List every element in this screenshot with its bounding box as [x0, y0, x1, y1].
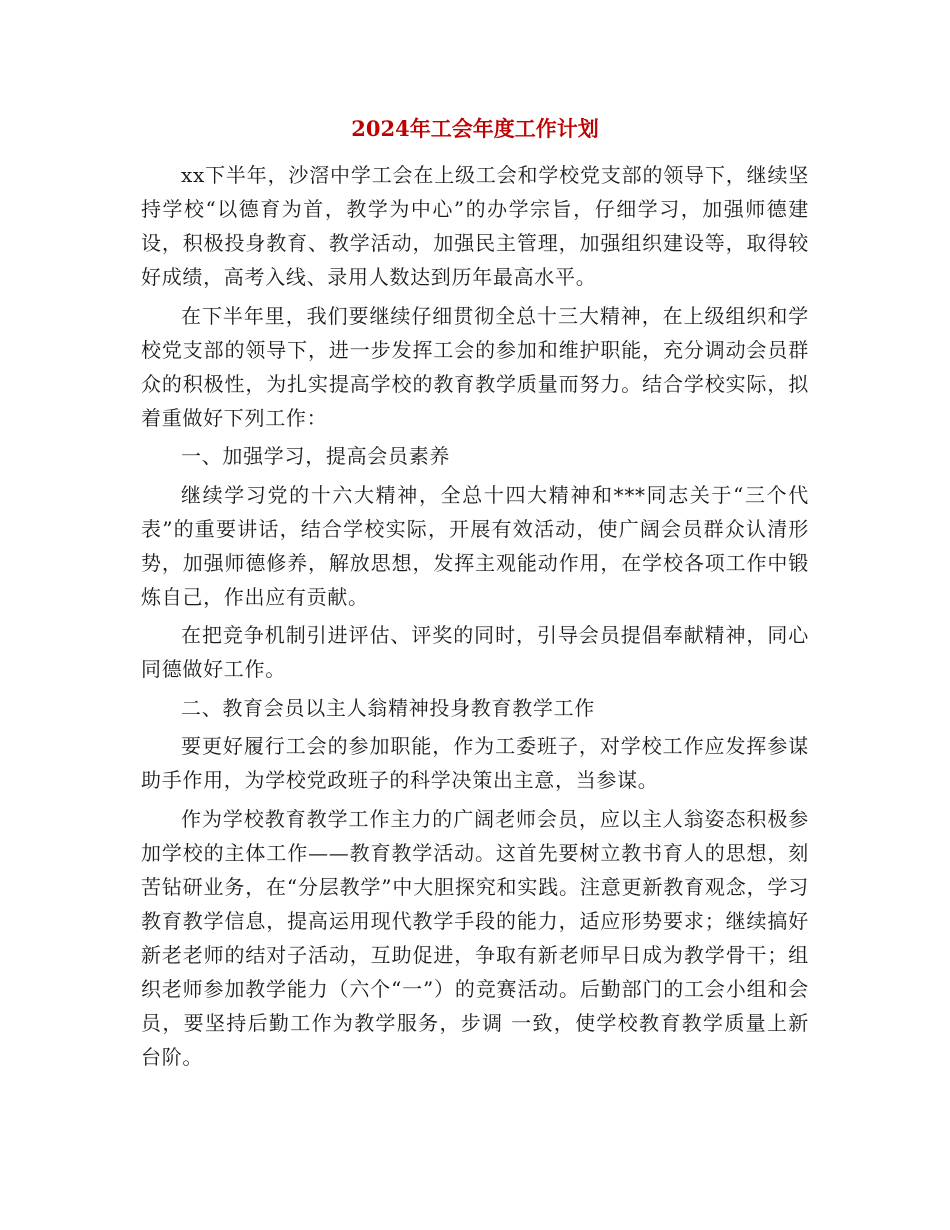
paragraph: 作为学校教育教学工作主力的广阔老师会员，应以主人翁姿态积极参加学校的主体工作——教育教学活动。这首先要树立教书育人的思想，刻苦钻研业务，在“分层教学”中大胆探究和实践。注意更新教育观念，学习教育教学信息，提高运用现代教学手段的能力，适应形势要求；继续搞好新老老师的结对子活动，互助促进，争取有新老师早日成为教学骨干；组织老师参加教学能力（六个“一”）的竞赛活动。后勤部门的工会小组和会员，要坚持后勤工作为教学服务，步调 一致，使学校教育教学质量上新台阶。	[141, 806, 809, 1069]
paragraph: 继续学习党的十六大精神，全总十四大精神和***同志关于“三个代表”的重要讲话，结合学校实际，开展有效活动，使广阔会员群众认清形势，加强师德修养，解放思想，发挥主观能动作用，在学校各项工作中锻炼自己，作出应有贡献。	[141, 482, 809, 609]
paragraph: 在下半年里，我们要继续仔细贯彻全总十三大精神，在上级组织和学校党支部的领导下，进一步发挥工会的参加和维护职能，充分调动会员群众的积极性，为扎实提高学校的教育教学质量而努力。结合学校实际，拟着重做好下列工作：	[141, 303, 809, 430]
section-heading: 二、教育会员以主人翁精神投身教育教学工作	[181, 695, 595, 720]
paragraph: 在把竞争机制引进评估、评奖的同时，引导会员提倡奉献精神，同心同德做好工作。	[141, 623, 809, 681]
paragraph: xx下半年，沙滘中学工会在上级工会和学校党支部的领导下，继续坚持学校“以德育为首，教学为中心”的办学宗旨，仔细学习，加强师德建设，积极投身教育、教学活动，加强民主管理，加强组织建设等，取得较好成绩，高考入线、录用人数达到历年最高水平。	[141, 163, 809, 289]
paragraph: 要更好履行工会的参加职能，作为工委班子，对学校工作应发挥参谋助手作用，为学校党政班子的科学决策出主意，当参谋。	[141, 734, 809, 792]
document-body	[141, 158, 809, 1078]
document-title: 2024年工会年度工作计划	[351, 116, 599, 141]
section-heading: 一、加强学习，提高会员素养	[181, 444, 451, 468]
